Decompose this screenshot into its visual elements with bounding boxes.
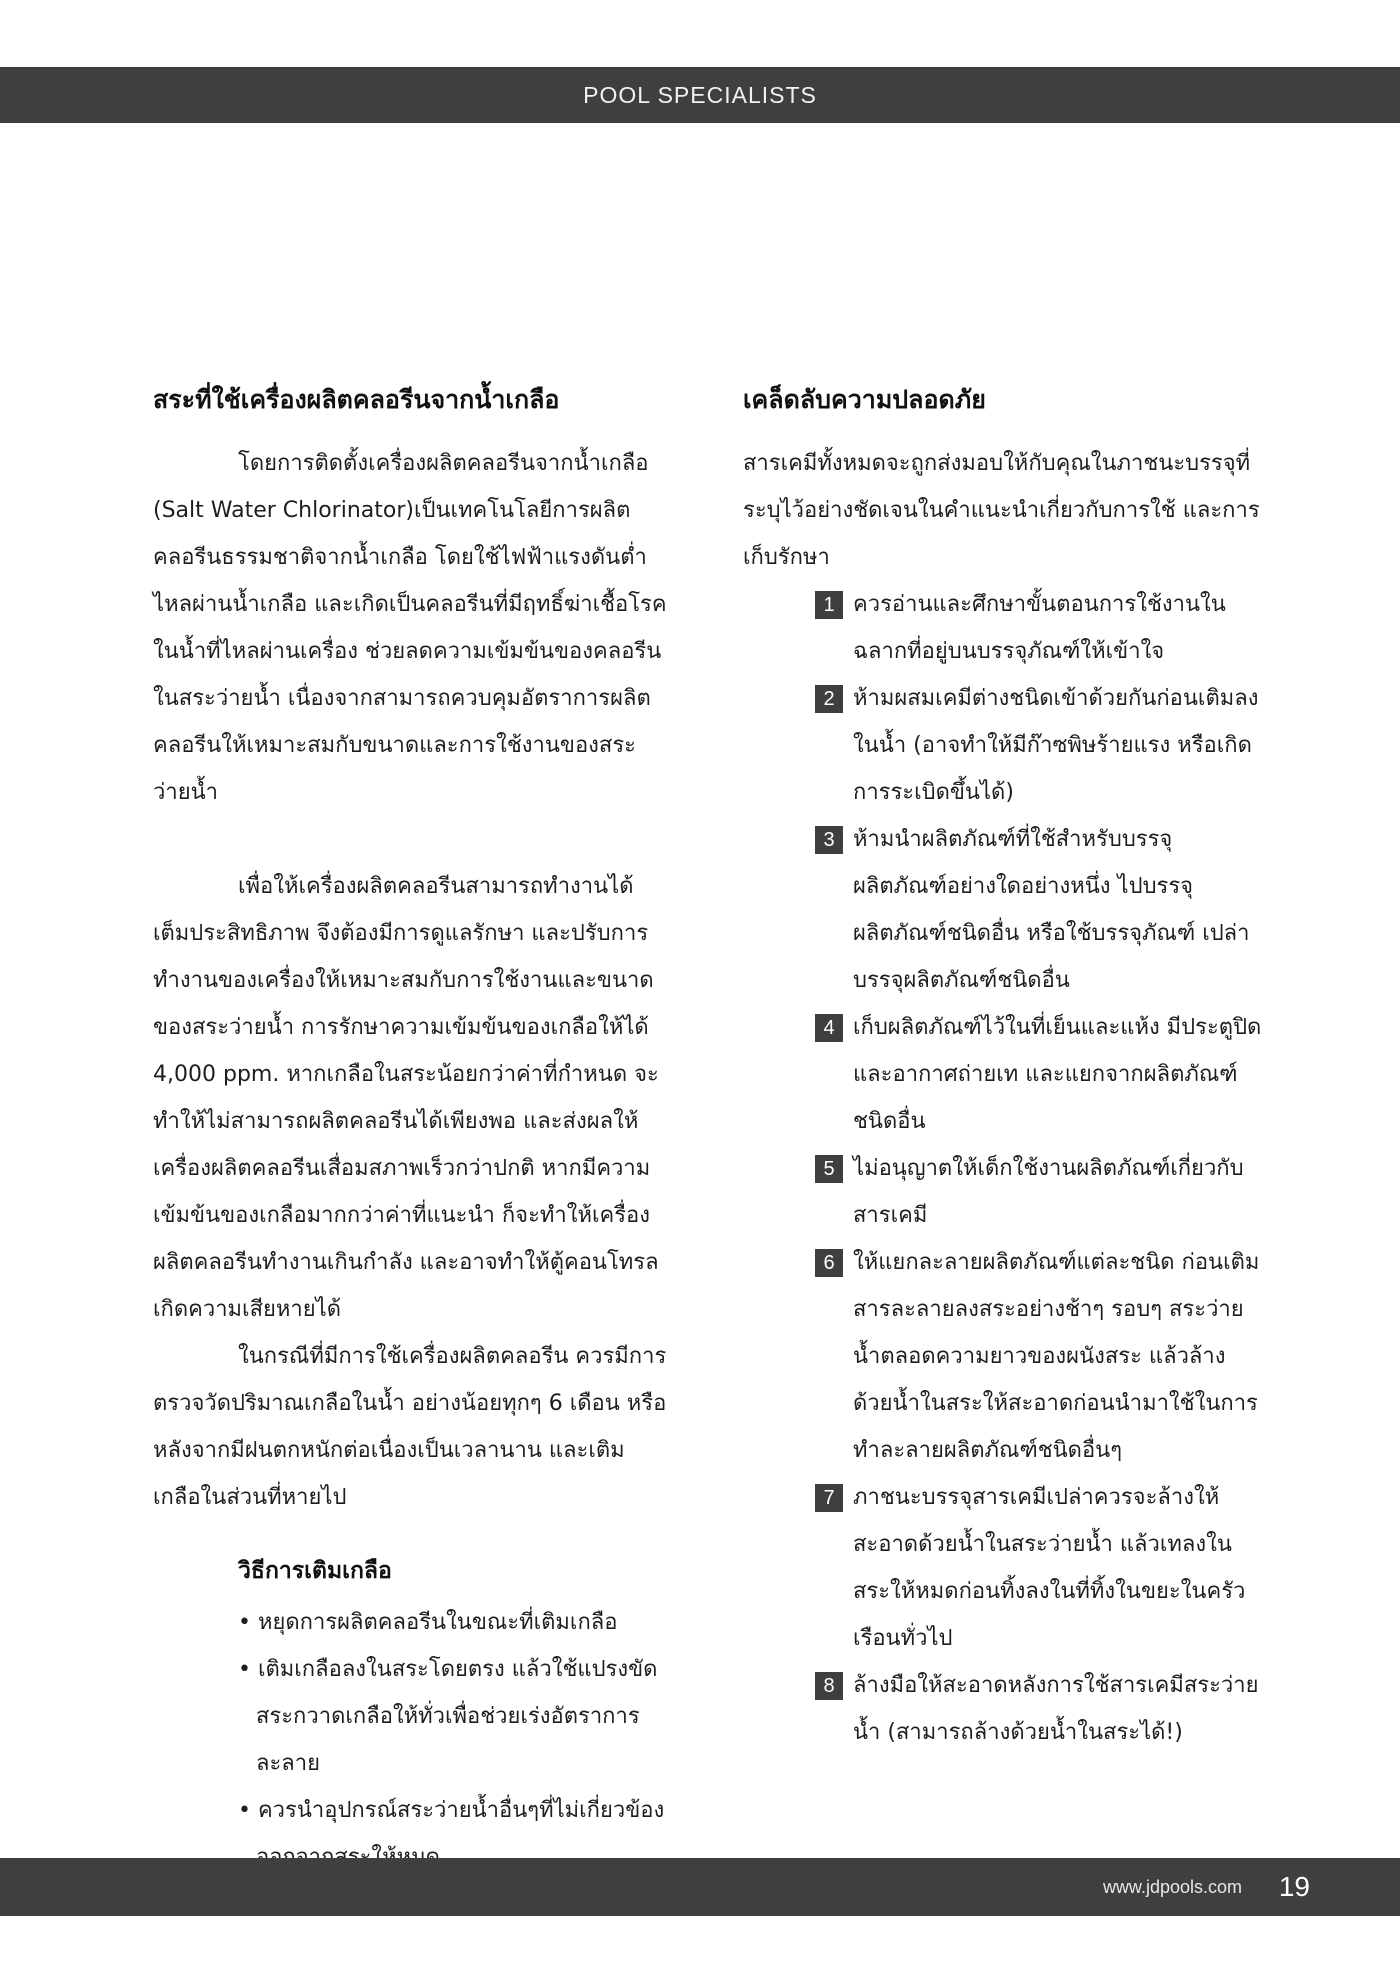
- list-item: [815, 1474, 1263, 1662]
- header-band: [0, 67, 1400, 123]
- number-badge: 4: [815, 1014, 843, 1042]
- list-item: • ควรนำอุปกรณ์สระว่ายน้ำอื่นๆที่ไม่เกี่ยวข้อง: [238, 1798, 665, 1823]
- list-item: [815, 1239, 1263, 1474]
- tip-text: ให้แยกละลายผลิตภัณฑ์แต่ละชนิด ก่อนเติมสารละลายลงสระอย่างช้าๆ รอบๆ สระว่ายน้ำตลอดความยาวของผนังสระ แล้วล้างด้วยน้ำในสระให้สะอาดก่อนนำมาใช้ในการทำละลายผลิตภัณฑ์ชนิดอื่นๆ: [853, 1250, 1260, 1463]
- header-title: POOL SPECIALISTS: [583, 82, 817, 108]
- page-number: 19: [1278, 1871, 1310, 1902]
- salt-pool-paragraph-1: โดยการติดตั้งเครื่องผลิตคลอรีนจากน้ำเกลือ (Salt Water Chlorinator)เป็นเทคโนโลยีการผลิตคลอรีนธรรมชาติจากน้ำเกลือ โดยใช้ไฟฟ้าแรงดันต่ำไหลผ่านน้ำเกลือ และเกิดเป็นคลอรีนที่มีฤทธิ์ฆ่าเชื้อโรคในน้ำที่ไหลผ่านเครื่อง ช่วยลดความเข้มข้นของคลอรีนในสระว่ายน้ำ เนื่องจากสามารถควบคุมอัตราการผลิตคลอรีนให้เหมาะสมกับขนาดและการใช้งานของสระว่ายน้ำ: [153, 451, 667, 805]
- list-item: [815, 1145, 1263, 1239]
- adding-salt-subheading: วิธีการเติมเกลือ: [238, 1558, 392, 1584]
- safety-tips-list: [743, 581, 1263, 1756]
- salt-pool-paragraph-3: ในกรณีที่มีการใช้เครื่องผลิตคลอรีน ควรมีการตรวจวัดปริมาณเกลือในน้ำ อย่างน้อยทุกๆ 6 เดือน หรือหลังจากมีฝนตกหนักต่อเนื่องเป็นเวลานาน และเติมเกลือในส่วนที่หายไป: [153, 1344, 667, 1510]
- tip-text: ไม่อนุญาตให้เด็กใช้งานผลิตภัณฑ์เกี่ยวกับสารเคมี: [853, 1156, 1244, 1228]
- number-badge: 6: [815, 1249, 843, 1277]
- salt-pool-heading: สระที่ใช้เครื่องผลิตคลอรีนจากน้ำเกลือ: [153, 385, 560, 414]
- tip-text: ภาชนะบรรจุสารเคมีเปล่าควรจะล้างให้สะอาดด้วยน้ำในสระว่ายน้ำ แล้วเทลงในสระให้หมดก่อนทิ้งลงในที่ทิ้งในขยะในครัวเรือนทั่วไป: [853, 1485, 1246, 1651]
- adding-salt-list: [153, 1599, 668, 1881]
- tip-text: ห้ามนำผลิตภัณฑ์ที่ใช้สำหรับบรรจุผลิตภัณฑ์อย่างใดอย่างหนึ่ง ไปบรรจุผลิตภัณฑ์ชนิดอื่น หรือใช้บรรจุภัณฑ์ เปล่าบรรจุผลิตภัณฑ์ชนิดอื่น: [853, 827, 1250, 993]
- list-item: [815, 581, 1263, 675]
- list-item: [815, 1004, 1263, 1145]
- paragraph-spacer: [153, 816, 668, 863]
- tip-text: ล้างมือให้สะอาดหลังการใช้สารเคมีสระว่ายน้ำ (สามารถล้างด้วยน้ำในสระได้!): [853, 1673, 1259, 1745]
- salt-pool-paragraph-2: เพื่อให้เครื่องผลิตคลอรีนสามารถทำงานได้เต็มประสิทธิภาพ จึงต้องมีการดูแลรักษา และปรับการทำงานของเครื่องให้เหมาะสมกับการใช้งานและขนาดของสระว่ายน้ำ การรักษาความเข้มข้นของเกลือให้ได้ 4,000 ppm. หากเกลือในสระน้อยกว่าค่าที่กำหนด จะทำให้ไม่สามารถผลิตคลอรีนได้เพียงพอ และส่งผลให้เครื่องผลิตคลอรีนเสื่อมสภาพเร็วกว่าปกติ หากมีความเข้มข้นของเกลือมากกว่าค่าที่แนะนำ ก็จะทำให้เครื่องผลิตคลอรีนทำงานเกินกำลัง และอาจทำให้ตู้คอนโทรลเกิดความเสียหายได้: [153, 874, 659, 1322]
- tip-text: ห้ามผสมเคมีต่างชนิดเข้าด้วยกันก่อนเติมลงในน้ำ (อาจทำให้มีก๊าซพิษร้ายแรง หรือเกิดการระเบิดขึ้นได้): [853, 686, 1259, 805]
- list-item: • หยุดการผลิตคลอรีนในขณะที่เติมเกลือ: [238, 1610, 618, 1635]
- footer-band: [0, 1858, 1400, 1916]
- safety-intro: สารเคมีทั้งหมดจะถูกส่งมอบให้กับคุณในภาชนะบรรจุที่ระบุไว้อย่างชัดเจนในคำแนะนำเกี่ยวกับการใช้ และการเก็บรักษา: [743, 451, 1260, 570]
- number-badge: 7: [815, 1484, 843, 1512]
- list-item: [815, 1662, 1263, 1756]
- left-column: [153, 380, 668, 1881]
- number-badge: 5: [815, 1155, 843, 1183]
- list-item: • เติมเกลือลงในสระโดยตรง แล้วใช้แปรงขัดสระกวาดเกลือให้ทั่วเพื่อช่วยเร่งอัตราการละลาย: [238, 1657, 658, 1776]
- tip-text: ควรอ่านและศึกษาขั้นตอนการใช้งานในฉลากที่อยู่บนบรรจุภัณฑ์ให้เข้าใจ: [853, 592, 1226, 664]
- tip-text: เก็บผลิตภัณฑ์ไว้ในที่เย็นและแห้ง มีประตูปิดและอากาศถ่ายเท และแยกจากผลิตภัณฑ์ชนิดอื่น: [853, 1015, 1262, 1134]
- number-badge: 8: [815, 1672, 843, 1700]
- number-badge: 2: [815, 685, 843, 713]
- safety-tips-heading: เคล็ดลับความปลอดภัย: [743, 385, 986, 414]
- number-badge: 1: [815, 591, 843, 619]
- list-item: [815, 816, 1263, 1004]
- website-link[interactable]: www.jdpools.com: [1102, 1877, 1242, 1897]
- list-item: [815, 675, 1263, 816]
- right-column: [743, 380, 1263, 1756]
- number-badge: 3: [815, 826, 843, 854]
